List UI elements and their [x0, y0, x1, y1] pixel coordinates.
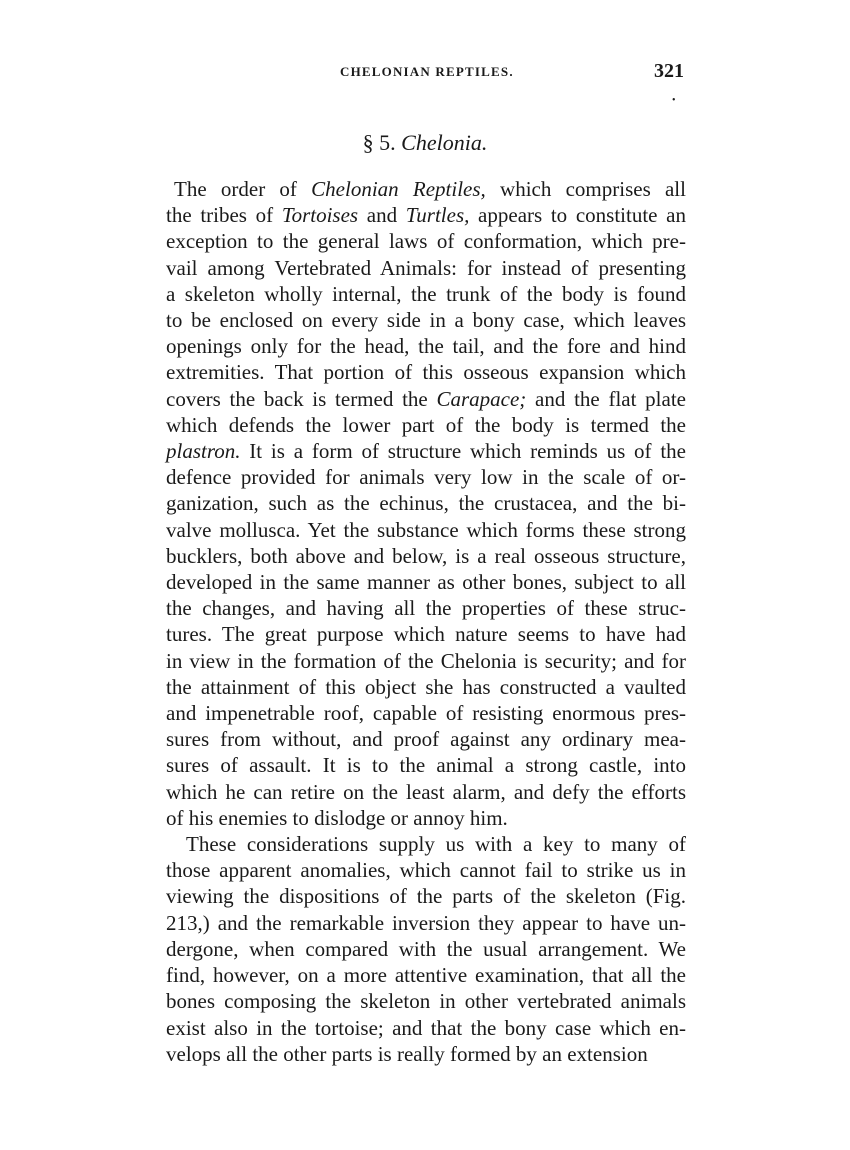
text-segment: openings only for the head, the tail, and the fore and hind: [166, 334, 686, 359]
text-line: [166, 543, 686, 569]
page-number: 321: [654, 60, 684, 82]
text-segment: valve mollusca. Yet the substance which forms these strong: [166, 517, 686, 542]
text-line: [166, 831, 686, 857]
text-segment: of his enemies to dislodge or annoy him.: [166, 805, 508, 830]
italic-term: Tortoises: [281, 203, 359, 228]
text-segment: defence provided for animals very low in the scale of or-: [166, 465, 686, 490]
text-segment: exception to the general laws of conformation, which pre-: [166, 229, 686, 254]
text-line: [166, 883, 686, 909]
text-line: [166, 779, 686, 805]
paragraph-1: [166, 176, 686, 831]
text-segment: to be enclosed on every side in a bony case, which leaves: [166, 308, 686, 333]
text-line: [166, 359, 686, 385]
text-segment: viewing the dispositions of the parts of the skeleton (Fig.: [166, 884, 686, 909]
text-line: [166, 621, 686, 647]
text-segment: order of: [206, 177, 312, 201]
section-title: Chelonia.: [401, 130, 488, 155]
section-heading: [0, 130, 850, 156]
text-line: [166, 255, 686, 281]
text-segment: the changes, and having all the properties of these struc-: [166, 596, 686, 621]
text-line: [166, 988, 686, 1014]
text-line: [166, 281, 686, 307]
text-line: [166, 464, 686, 490]
text-segment: tures. The great purpose which nature seems to have had: [166, 622, 686, 647]
text-segment: 213,) and the remarkable inversion they appear to have un-: [166, 910, 686, 935]
text-line: [166, 569, 686, 595]
text-segment: bones composing the skeleton in other vertebrated animals: [166, 989, 686, 1014]
running-head: CHELONIAN REPTILES.: [340, 64, 514, 79]
text-segment: in view in the formation of the Chelonia is security; and for: [166, 648, 686, 673]
text-line: [166, 412, 686, 438]
text-segment: find, however, on a more attentive examination, that all the: [166, 963, 686, 988]
text-segment: which he can retire on the least alarm, and defy the efforts: [166, 779, 686, 804]
body-text: [166, 176, 686, 1067]
text-line: [166, 202, 686, 228]
text-line: [166, 517, 686, 543]
text-line: [166, 386, 686, 412]
text-segment: The: [174, 177, 207, 201]
text-line: [166, 752, 686, 778]
italic-term: Turtles,: [405, 203, 470, 228]
text-segment: exist also in the tortoise; and that the bony case which en-: [166, 1015, 686, 1040]
text-segment: dergone, when compared with the usual arrangement. We: [166, 936, 686, 961]
section-number: § 5.: [362, 130, 396, 155]
text-line: [166, 595, 686, 621]
text-segment: vail among Vertebrated Animals: for instead of presenting: [166, 255, 686, 280]
text-line: [166, 726, 686, 752]
text-segment: extremities. That portion of this osseous expansion which: [166, 360, 686, 385]
text-segment: These considerations supply us with a key to many of: [186, 832, 686, 857]
text-line: [166, 910, 686, 936]
text-segment: covers the back is termed the: [166, 386, 437, 411]
text-segment: the tribes of: [166, 203, 282, 228]
text-segment: the attainment of this object she has constructed a vaulted: [166, 674, 686, 699]
text-line: [166, 857, 686, 883]
italic-term: plastron.: [166, 439, 241, 464]
text-segment: which defends the lower part of the body is termed the: [166, 412, 686, 437]
text-segment: a skeleton wholly internal, the trunk of the body is found: [166, 281, 686, 306]
text-line: [166, 674, 686, 700]
text-line: [166, 307, 686, 333]
text-segment: those apparent anomalies, which cannot fail to strike us in: [166, 858, 686, 883]
text-segment: and: [358, 203, 406, 228]
text-line: [166, 962, 686, 988]
text-line: [166, 176, 686, 202]
text-line: [166, 1015, 686, 1041]
text-segment: which comprises all: [485, 177, 686, 201]
text-line: [166, 648, 686, 674]
text-line: [166, 700, 686, 726]
text-segment: and impenetrable roof, capable of resisting enormous pres-: [166, 701, 686, 726]
text-segment: It is a form of structure which reminds us of the: [240, 439, 686, 464]
paragraph-2: [166, 831, 686, 1067]
text-segment: appears to constitute an: [469, 203, 686, 228]
text-line: [166, 438, 686, 464]
italic-term: Chelonian Reptiles,: [311, 177, 486, 201]
text-segment: sures from without, and proof against any ordinary mea-: [166, 727, 686, 752]
text-line: [166, 805, 686, 831]
text-segment: bucklers, both above and below, is a real osseous structure,: [166, 543, 686, 568]
text-segment: sures of assault. It is to the animal a strong castle, into: [166, 753, 686, 778]
text-line: [166, 490, 686, 516]
text-line: [166, 1041, 686, 1067]
text-segment: ganization, such as the echinus, the crustacea, and the bi-: [166, 491, 686, 516]
printer-mark: •: [672, 95, 676, 106]
text-segment: and the flat plate: [526, 386, 686, 411]
text-segment: developed in the same manner as other bones, subject to all: [166, 570, 686, 595]
text-line: [166, 228, 686, 254]
text-line: [166, 333, 686, 359]
text-line: [166, 936, 686, 962]
italic-term: Carapace;: [436, 386, 527, 411]
text-segment: velops all the other parts is really formed by an extension: [166, 1041, 648, 1066]
